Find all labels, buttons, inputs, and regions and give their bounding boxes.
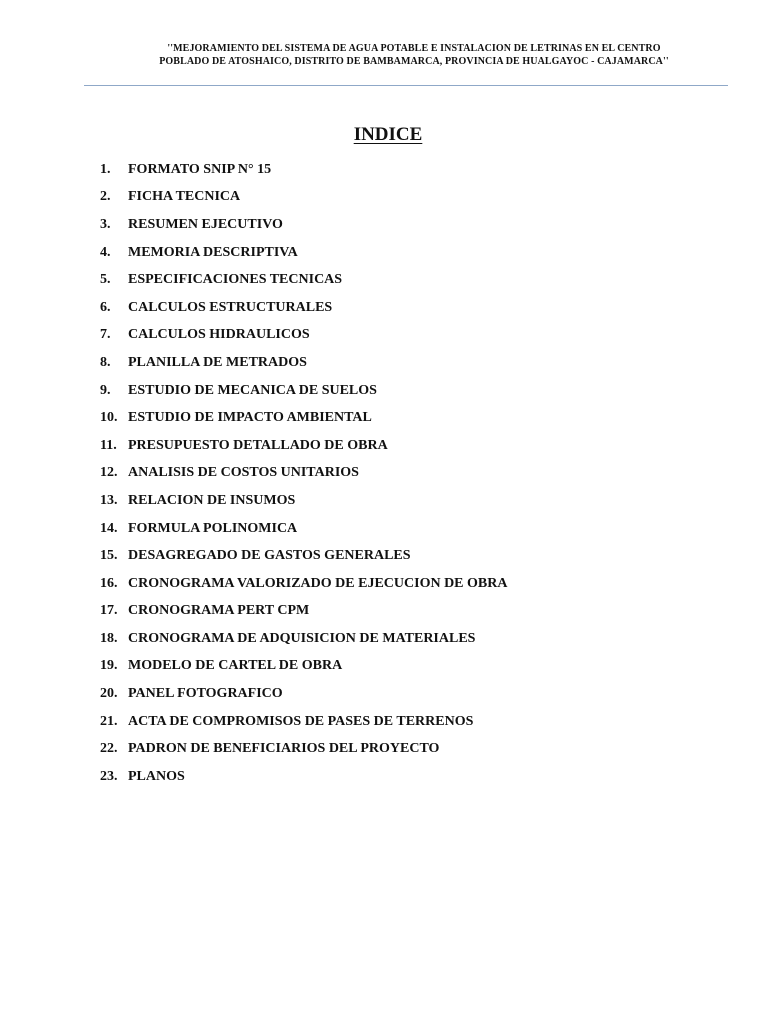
toc-item <box>100 570 700 598</box>
toc-item-number: 6. <box>100 299 111 315</box>
toc-item <box>100 708 700 736</box>
toc-item-label: MODELO DE CARTEL DE OBRA <box>128 658 343 674</box>
toc-item-number: 4. <box>100 244 111 260</box>
toc-item-label: FICHA TECNICA <box>128 189 241 205</box>
project-header-title: ''MEJORAMIENTO DEL SISTEMA DE AGUA POTABLE E INSTALACION DE LETRINAS EN EL CENTRO POBLADO DE ATOSHAICO, DISTRITO DE BAMBAMARCA, PROVINCIA DE HUALGAYOC - CAJAMARCA'' <box>159 43 669 67</box>
header-divider <box>84 85 728 86</box>
toc-item-number: 22. <box>100 741 118 757</box>
toc-item-label: PADRON DE BENEFICIARIOS DEL PROYECTO <box>128 741 440 757</box>
toc-item-label: ESTUDIO DE IMPACTO AMBIENTAL <box>128 410 372 426</box>
toc-item-number: 12. <box>100 465 118 481</box>
toc-item <box>100 156 700 184</box>
toc-item-label: CRONOGRAMA VALORIZADO DE EJECUCION DE OBRA <box>128 575 508 591</box>
toc-item-label: CALCULOS HIDRAULICOS <box>128 327 310 343</box>
toc-item-label: CRONOGRAMA PERT CPM <box>128 603 310 619</box>
toc-item-number: 17. <box>100 603 118 619</box>
toc-item <box>100 653 700 681</box>
toc-item-number: 15. <box>100 548 118 564</box>
toc-item-number: 13. <box>100 492 118 508</box>
toc-item-number: 19. <box>100 658 118 674</box>
toc-item-number: 11. <box>100 437 117 453</box>
toc-item <box>100 294 700 322</box>
toc-item-label: MEMORIA DESCRIPTIVA <box>128 244 298 260</box>
toc-item-number: 10. <box>100 410 118 426</box>
toc-item-label: ANALISIS DE COSTOS UNITARIOS <box>128 465 359 481</box>
table-of-contents <box>100 156 700 791</box>
toc-item <box>100 542 700 570</box>
toc-item-label: FORMULA POLINOMICA <box>128 520 298 536</box>
toc-item-label: ESPECIFICACIONES TECNICAS <box>128 272 343 288</box>
toc-item <box>100 460 700 488</box>
toc-item-number: 18. <box>100 630 118 646</box>
toc-item <box>100 763 700 791</box>
toc-item <box>100 211 700 239</box>
toc-item-label: PLANOS <box>128 768 185 784</box>
toc-item-number: 7. <box>100 327 111 343</box>
toc-item <box>100 349 700 377</box>
toc-item-number: 8. <box>100 354 111 370</box>
toc-item <box>100 735 700 763</box>
toc-item-number: 5. <box>100 272 111 288</box>
toc-item-label: FORMATO SNIP N° 15 <box>128 161 272 177</box>
toc-item <box>100 487 700 515</box>
toc-item-label: ACTA DE COMPROMISOS DE PASES DE TERRENOS <box>128 713 474 729</box>
toc-item-number: 23. <box>100 768 118 784</box>
toc-item-number: 1. <box>100 161 111 177</box>
index-title: INDICE <box>353 124 423 145</box>
toc-item <box>100 598 700 626</box>
toc-item-label: CALCULOS ESTRUCTURALES <box>128 299 333 315</box>
toc-item-label: CRONOGRAMA DE ADQUISICION DE MATERIALES <box>128 630 476 646</box>
toc-item <box>100 184 700 212</box>
toc-item <box>100 680 700 708</box>
toc-item-label: PANEL FOTOGRAFICO <box>128 686 283 702</box>
toc-item <box>100 266 700 294</box>
toc-item <box>100 404 700 432</box>
toc-item-label: RELACION DE INSUMOS <box>128 492 296 508</box>
toc-item-label: ESTUDIO DE MECANICA DE SUELOS <box>128 382 377 398</box>
toc-item <box>100 432 700 460</box>
toc-item-number: 21. <box>100 713 118 729</box>
toc-item-label: PRESUPUESTO DETALLADO DE OBRA <box>128 437 388 453</box>
toc-item-label: DESAGREGADO DE GASTOS GENERALES <box>128 548 411 564</box>
toc-item <box>100 239 700 267</box>
toc-item-label: RESUMEN EJECUTIVO <box>128 216 283 232</box>
toc-item-number: 2. <box>100 189 111 205</box>
toc-item <box>100 377 700 405</box>
toc-item <box>100 515 700 543</box>
toc-item-number: 3. <box>100 216 111 232</box>
toc-item <box>100 625 700 653</box>
toc-item-number: 9. <box>100 382 111 398</box>
toc-item-label: PLANILLA DE METRADOS <box>128 354 307 370</box>
toc-item-number: 16. <box>100 575 118 591</box>
toc-item-number: 20. <box>100 686 118 702</box>
toc-item-number: 14. <box>100 520 118 536</box>
toc-item <box>100 322 700 350</box>
